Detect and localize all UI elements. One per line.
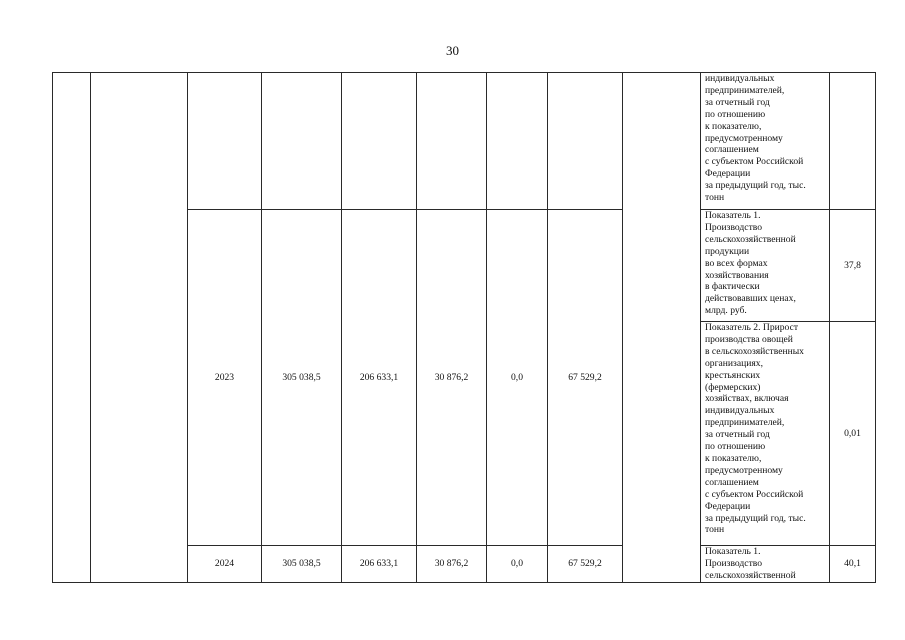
total-cell: 305 038,5 <box>262 210 342 546</box>
table-cell-empty <box>417 73 487 210</box>
regional-budget-cell: 30 876,2 <box>417 210 487 546</box>
table-cell-empty <box>487 73 548 210</box>
extrabudget-cell: 67 529,2 <box>548 210 623 546</box>
table-cell-empty <box>623 73 701 583</box>
indicator-description: Показатель 1. Производство сельскохозяйственной <box>701 546 830 583</box>
regional-budget-cell: 30 876,2 <box>417 546 487 583</box>
table-cell-empty <box>548 73 623 210</box>
federal-budget-cell: 206 633,1 <box>342 210 417 546</box>
table-cell-empty <box>262 73 342 210</box>
local-budget-cell: 0,0 <box>487 546 548 583</box>
federal-budget-cell: 206 633,1 <box>342 546 417 583</box>
table-row <box>53 73 876 210</box>
table-cell-empty <box>91 73 188 583</box>
local-budget-cell: 0,0 <box>487 210 548 546</box>
table-cell-empty <box>342 73 417 210</box>
indicator-description: Показатель 1. Производство сельскохозяйственной продукции во всех формах хозяйствования в фактически действовавших ценах, млрд. руб. <box>701 210 830 322</box>
extrabudget-cell: 67 529,2 <box>548 546 623 583</box>
page-number: 30 <box>446 43 459 58</box>
indicator-value: 37,8 <box>830 210 876 322</box>
year-cell: 2024 <box>188 546 262 583</box>
indicator-description: Показатель 2. Прирост производства овощей в сельскохозяйственных организациях, крестьянских (фермерских) хозяйствах, включая индивидуальных предпринимателей, за отчетный год по отношению к показателю, предусмотренному соглашением с субъектом Российской Федерации за предыдущий год, тыс. тонн <box>701 322 830 546</box>
indicator-value <box>830 73 876 210</box>
total-cell: 305 038,5 <box>262 546 342 583</box>
indicator-value: 40,1 <box>830 546 876 583</box>
table-cell-empty <box>188 73 262 210</box>
year-cell: 2023 <box>188 210 262 546</box>
table-cell-empty <box>53 73 91 583</box>
indicator-value: 0,01 <box>830 322 876 546</box>
indicator-description: индивидуальных предпринимателей, за отчетный год по отношению к показателю, предусмотренному соглашением с субъектом Российской Федерации за предыдущий год, тыс. тонн <box>701 73 830 210</box>
budget-indicators-table <box>52 72 876 583</box>
